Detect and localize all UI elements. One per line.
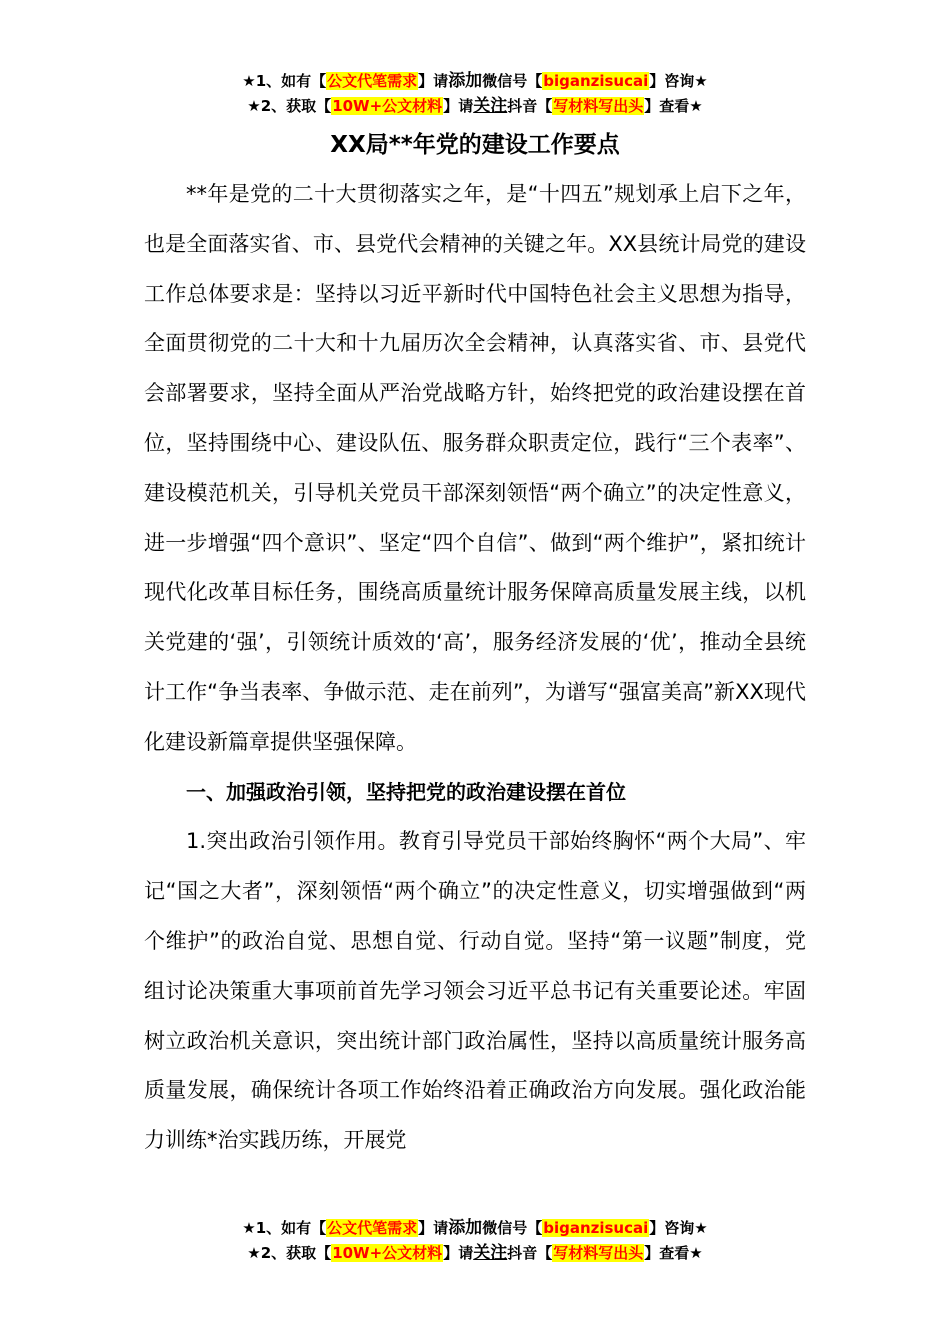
- promo-highlight: biganzisucai: [543, 1219, 649, 1237]
- promo-emphasis: 关注: [473, 1243, 508, 1263]
- document-body: [144, 170, 806, 1166]
- promo-line-2: [0, 1241, 950, 1266]
- promo-emphasis: 关注: [473, 96, 508, 116]
- promo-text: 】咨询★: [649, 1219, 708, 1237]
- promo-highlight: 写材料写出头: [553, 1244, 644, 1262]
- promo-text: ★1、如有【: [242, 72, 327, 90]
- promo-line-1: [0, 69, 950, 94]
- document-title: XX局**年党的建设工作要点: [330, 132, 620, 158]
- promo-text: 】请: [443, 97, 474, 115]
- promo-banner-bottom: [0, 1216, 950, 1266]
- promo-highlight: 写材料写出头: [553, 97, 644, 115]
- promo-text: 】请: [418, 1219, 449, 1237]
- promo-emphasis: 添加: [448, 1218, 483, 1238]
- promo-banner-top: [0, 69, 950, 119]
- promo-text: 抖音【: [507, 97, 553, 115]
- promo-text: 微信号【: [482, 1219, 543, 1237]
- promo-text: 抖音【: [507, 1244, 553, 1262]
- promo-highlight: 公文代笔需求: [327, 72, 418, 90]
- promo-text: ★1、如有【: [242, 1219, 327, 1237]
- promo-text: 】查看★: [644, 97, 703, 115]
- promo-text: 】请: [418, 72, 449, 90]
- intro-paragraph: **年是党的二十大贯彻落实之年，是“十四五”规划承上启下之年，也是全面落实省、市、县党代会精神的关键之年。XX县统计局党的建设工作总体要求是：坚持以习近平新时代中国特色社会主义思想为指导，全面贯彻党的二十大和十九届历次全会精神，认真落实省、市、县党代会部署要求，坚持全面从严治党战略方针，始终把党的政治建设摆在首位，坚持围绕中心、建设队伍、服务群众职责定位，践行“三个表率”、建设模范机关，引导机关党员干部深刻领悟“两个确立”的决定性意义，进一步增强“四个意识”、坚定“四个自信”、做到“两个维护”，紧扣统计现代化改革目标任务，围绕高质量统计服务保障高质量发展主线，以机关党建的‘强’，引领统计质效的‘高’，服务经济发展的‘优’，推动全县统计工作“争当表率、争做示范、走在前列”，为谱写“强富美高”新XX现代化建设新篇章提供坚强保障。: [144, 182, 806, 754]
- promo-line-1: [0, 1216, 950, 1241]
- section-heading: 一、加强政治引领，坚持把党的政治建设摆在首位: [186, 779, 626, 804]
- promo-emphasis: 添加: [448, 71, 483, 91]
- promo-text: 微信号【: [482, 72, 543, 90]
- promo-line-2: [0, 94, 950, 119]
- promo-text: 】查看★: [644, 1244, 703, 1262]
- promo-text: ★2、获取【: [247, 1244, 332, 1262]
- promo-highlight: 10W+公文材料: [332, 97, 443, 115]
- promo-highlight: 10W+公文材料: [332, 1244, 443, 1262]
- promo-text: 】咨询★: [649, 72, 708, 90]
- promo-text: 】请: [443, 1244, 474, 1262]
- promo-highlight: 公文代笔需求: [327, 1219, 418, 1237]
- promo-highlight: biganzisucai: [543, 72, 649, 90]
- section-paragraph: 1.突出政治引领作用。教育引导党员干部始终胸怀“两个大局”、牢记“国之大者”，深刻领悟“两个确立”的决定性意义，切实增强做到“两个维护”的政治自觉、思想自觉、行动自觉。坚持“第一议题”制度，党组讨论决策重大事项前首先学习领会习近平总书记有关重要论述。牢固树立政治机关意识，突出统计部门政治属性，坚持以高质量统计服务高质量发展，确保统计各项工作始终沿着正确政治方向发展。强化政治能力训练*治实践历练，开展党: [144, 829, 806, 1153]
- promo-text: ★2、获取【: [247, 97, 332, 115]
